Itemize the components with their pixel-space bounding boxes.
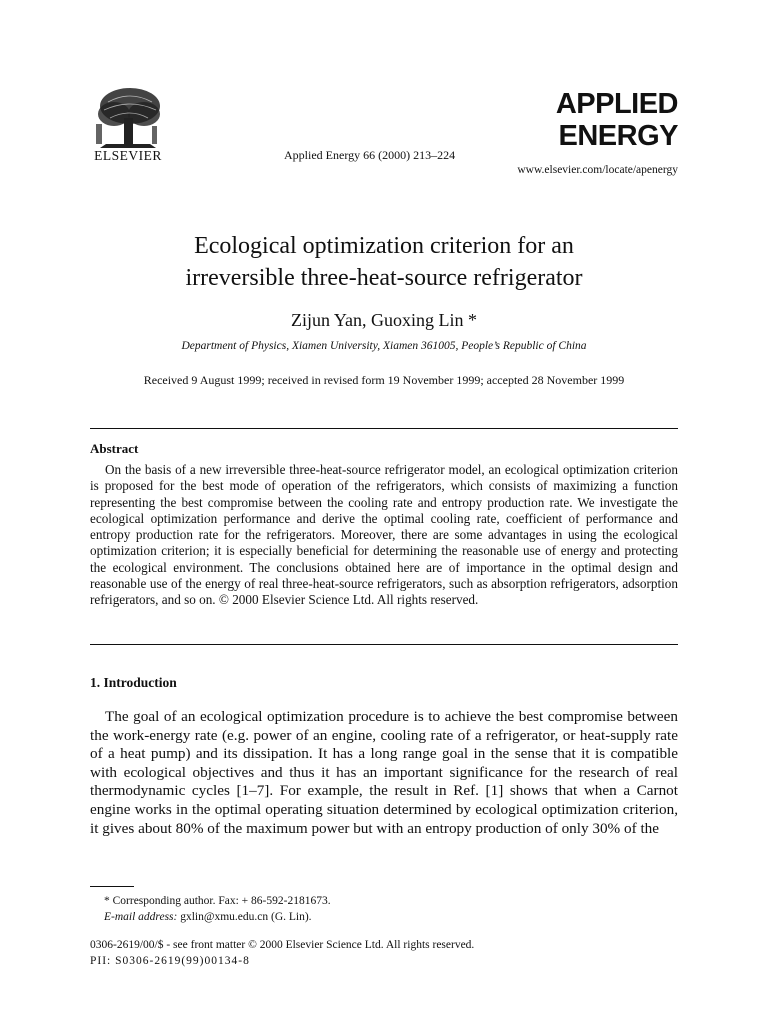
footnote-corresponding-author: * Corresponding author. Fax: + 86-592-2181673. (104, 895, 331, 907)
issn-line: 0306-2619/00/$ - see front matter © 2000 Elsevier Science Ltd. All rights reserved. (90, 939, 475, 951)
abstract-body: On the basis of a new irreversible three-heat-source refrigerator model, an ecological optimization criterion is proposed for the best mode of operation of the refrigerators, which consists of maximizing a function representing the best compromise between the cooling rate and entropy production rate. We investigate the ecological optimization performance and derive the optimal cooling rate, coefficient of performance and entropy production rate for the refrigerators. Moreover, there are some advantages in using the ecological optimization criterion; it is especially beneficial for determining the reasonable use of energy and protecting the ecological environment. The conclusions obtained here are of importance in the optimal design and reasonable use of the energy of real three-heat-source refrigerators, such as absorption refrigerators, adsorption refrigerators, and so on. © 2000 Elsevier Science Ltd. All rights reserved. (90, 462, 678, 608)
article-title-line1: Ecological optimization criterion for an (194, 233, 574, 259)
article-dates: Received 9 August 1999; received in revised form 19 November 1999; accepted 28 November 1999 (143, 373, 625, 387)
journal-title-line2: ENERGY (558, 120, 678, 152)
email-value[interactable]: gxlin@xmu.edu.cn (G. Lin). (177, 911, 312, 923)
journal-title-line1: APPLIED (555, 88, 678, 120)
article-title-line2: irreversible three-heat-source refrigerator (185, 265, 583, 291)
email-label: E-mail address: (104, 911, 178, 923)
journal-url[interactable]: www.elsevier.com/locate/apenergy (517, 164, 678, 176)
author-affiliation: Department of Physics, Xiamen University, Xiamen 361005, People’s Republic of China (181, 340, 587, 352)
article-title (80, 230, 688, 294)
footnote-rule (90, 886, 134, 887)
footnote-email (104, 911, 312, 923)
introduction-body: The goal of an ecological optimization procedure is to achieve the best compromise between the work-energy rate (e.g. power of an engine, cooling rate of a refrigerator, or heat-supply rate of a heat pump) and its dissipation. It has a long range goal in the sense that it is compatible with ecological objectives and thus it has an important significance for the research of real thermodynamic cycles [1–7]. For example, the result in Ref. [1] shows that when a Carnot engine works in the optimal operating situation determined by ecological optimization criterion, it gives about 80% of the maximum power but with an entropy production of only 30% of the (90, 708, 678, 837)
section-heading-introduction: 1. Introduction (90, 675, 177, 690)
publisher-name: ELSEVIER (94, 148, 162, 163)
article-authors: Zijun Yan, Guoxing Lin * (290, 310, 477, 330)
abstract-bottom-rule (90, 644, 678, 645)
abstract-top-rule (90, 428, 678, 429)
journal-title-logo (500, 88, 678, 152)
pii-line: PII: S0306-2619(99)00134-8 (90, 955, 250, 967)
abstract-heading: Abstract (90, 441, 139, 456)
journal-citation: Applied Energy 66 (2000) 213–224 (284, 148, 456, 162)
